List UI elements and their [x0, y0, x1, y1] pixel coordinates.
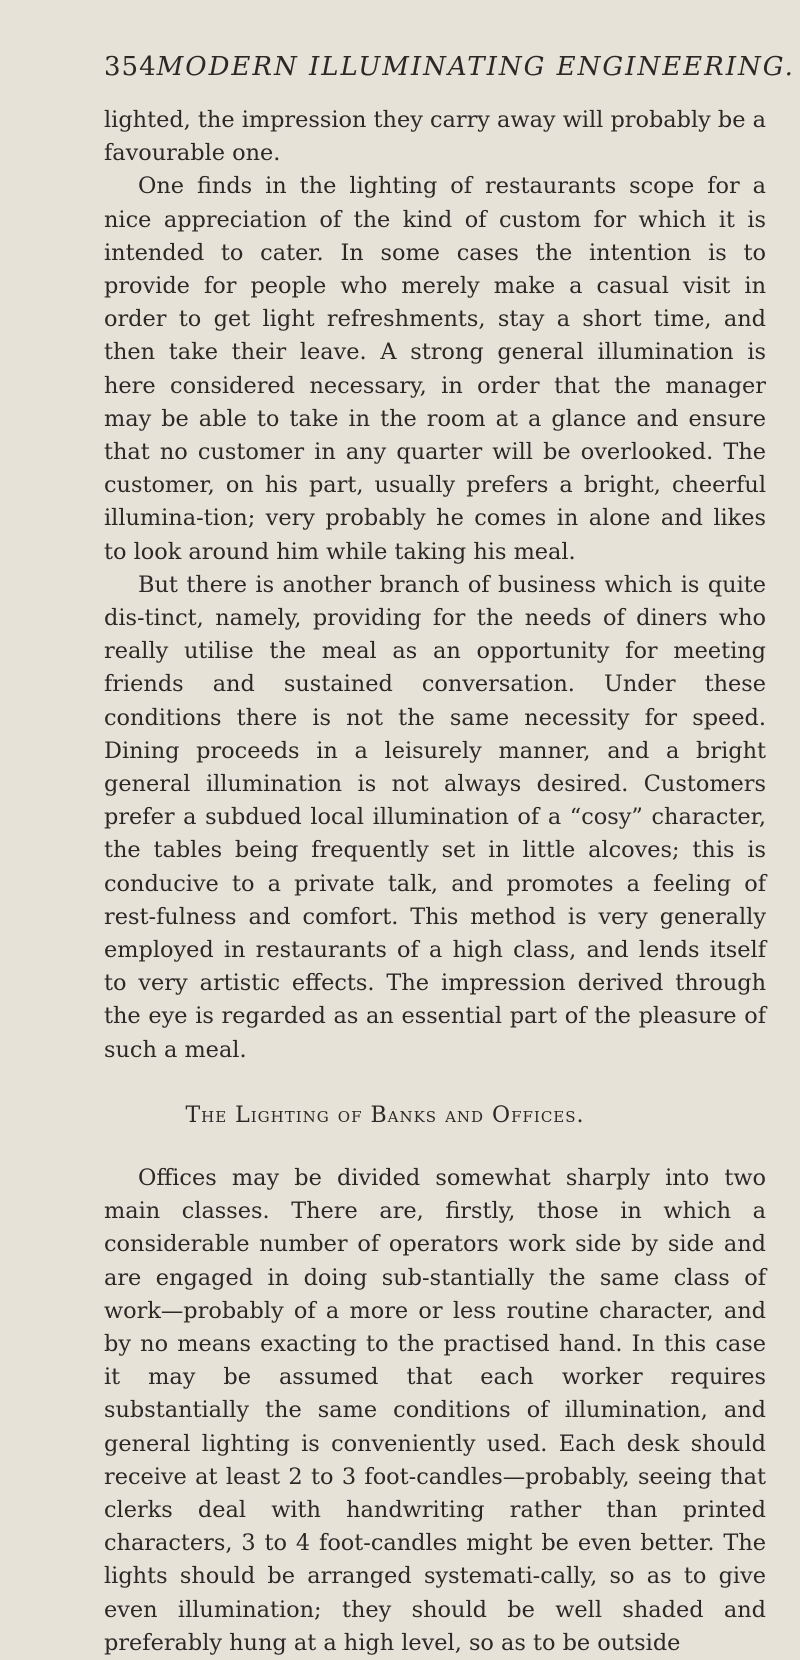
section-heading: The Lighting of Banks and Offices.	[185, 1102, 585, 1128]
page-number: 354	[104, 52, 157, 82]
paragraph-continuation: lighted, the impression they carry away will probably be a favourable one.	[104, 107, 766, 167]
running-head	[104, 52, 795, 92]
paragraph-offices: Offices may be divided somewhat sharply into two main classes. There are, firstly, those in which a considerable number of operators work side by side and are engaged in doing sub-stantially the same class of work—probably of a more or less routine character, and by no means exacting to the practised hand. In this case it may be assumed that each worker requires substantially the same conditions of illumination, and general lighting is conveniently used. Each desk should receive at least 2 to 3 foot-candles—probably, seeing that clerks deal with handwriting rather than printed characters, 3 to 4 foot-candles might be even better. The lights should be arranged systemati-cally, so as to give even illumination; they should be well shaded and preferably hung at a high level, so as to be outside	[104, 1164, 766, 1656]
running-title: MODERN ILLUMINATING ENGINEERING.	[156, 52, 795, 82]
paragraph-dining: But there is another branch of business which is quite dis-tinct, namely, providing for the needs of diners who really utilise the meal as an opportunity for meeting friends and sustained conversation. Under these conditions there is not the same necessity for speed. Dining proceeds in a leisurely manner, and a bright general illumination is not always desired. Customers prefer a subdued local illumination of a “cosy” character, the tables being frequently set in little alcoves; this is conducive to a private talk, and promotes a feeling of rest-fulness and comfort. This method is very generally employed in restaurants of a high class, and lends itself to very artistic effects. The impression derived through the eye is regarded as an essential part of the pleasure of such a meal.	[104, 571, 766, 1063]
paragraph-restaurants: One finds in the lighting of restaurants scope for a nice appreciation of the kind of custom for which it is intended to cater. In some cases the intention is to provide for people who merely make a casual visit in order to get light refreshments, stay a short time, and then take their leave. A strong general illumination is here considered necessary, in order that the manager may be able to take in the room at a glance and ensure that no customer in any quarter will be overlooked. The customer, on his part, usually prefers a bright, cheerful illumina-tion; very probably he comes in alone and likes to look around him while taking his meal.	[104, 173, 766, 565]
